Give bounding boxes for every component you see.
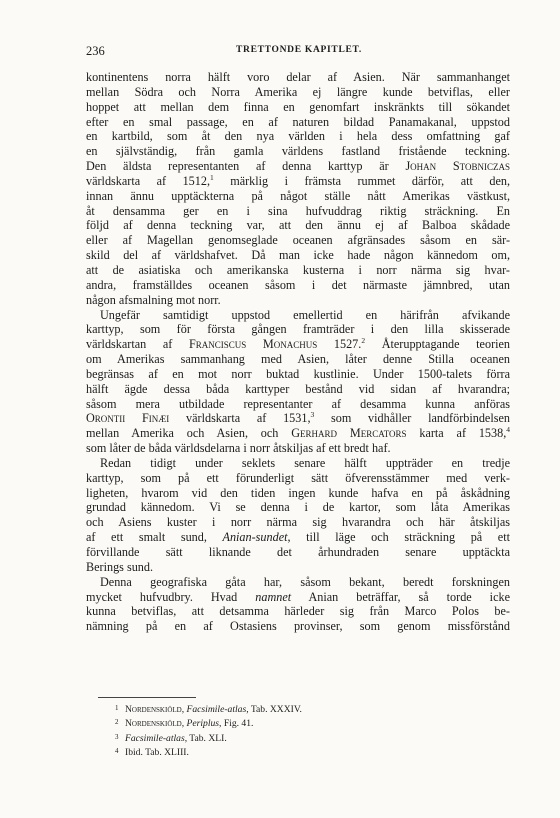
text-segment: världskarta af 1531, <box>169 411 311 426</box>
footnote-ref: 3 <box>310 410 315 420</box>
text-line: kunna betviflas, att detsamma härleder sig från Marco Polos be- <box>86 604 510 619</box>
text-segment: 1527. <box>317 337 362 352</box>
text-segment: världskartan af <box>86 337 173 352</box>
text-line: begränsas af en mot norr buktad kustlinie. Under 1500-talets förra <box>86 366 510 381</box>
footnotes <box>115 702 495 759</box>
text-segment: som vidhåller landförbindelsen <box>314 411 510 426</box>
person-name: Gerhard Mercators <box>291 426 407 441</box>
text-line: skild del af världshafvet. Då man icke hade någon kännedom om, <box>86 248 510 263</box>
text-line: och Asiens kuster i norr närma sig hvarandra och här åtskiljas <box>86 515 510 530</box>
text-segment: af ett smalt sund, <box>86 530 223 545</box>
footnote: 2 Nordenskiöld, Periplus, Fig. 41. <box>115 718 254 730</box>
text-line <box>86 426 510 441</box>
text-line <box>86 530 510 545</box>
person-name: Franciscus Monachus <box>188 337 318 352</box>
person-name: Orontii Finæi <box>86 411 170 426</box>
text-line: en kartbild, som åt den nya världen i hela dess omfattning gaf <box>86 129 510 144</box>
paragraph-1 <box>86 70 510 308</box>
emphasis: Anian-sundet <box>222 530 288 545</box>
footnote-ref: 4 <box>506 425 510 435</box>
text-line: grundad kännedom. Vi se denna i de kartor, som låta Amerikas <box>86 500 510 515</box>
paragraph-2 <box>86 308 510 456</box>
footnote-ref-text: Ibid. Tab. XLIII. <box>125 746 189 758</box>
text-segment: mycket hufvudbry. Hvad <box>86 589 256 604</box>
footnote <box>115 731 495 745</box>
text-line: Redan tidigt under seklets senare hälft uppträder en tredje <box>100 455 510 470</box>
footnote-ref: 2 <box>361 336 366 346</box>
text-line: kontinentens norra hälft voro delar af Asien. När sammanhanget <box>86 70 510 84</box>
text-line: nämning på en af Ostasiens provinser, som genom missförstånd <box>86 619 510 634</box>
person-name: Johan Stobniczas <box>405 159 511 174</box>
text-line: ligheten, hvarom vid den tiden ingen kunde hafva en på åskådning <box>86 485 510 500</box>
text-line: hoppet att mellan dem finna en genomfart inskränkts till sökandet <box>86 99 510 114</box>
footnote: 1 Nordenskiöld, Facsimile-atlas, Tab. XXXIV. <box>115 704 302 715</box>
text-line: att de asiatiska och amerikanska kusterna i norr närma sig hvar- <box>86 262 510 277</box>
text-line: förvillande sätt liknande det århundraden senare upptäckta <box>86 545 510 559</box>
footnote-title: Facsimile-atlas <box>125 732 185 744</box>
text-line: Berings sund. <box>86 559 154 574</box>
footnote-mark: 4 <box>115 746 119 755</box>
footnote <box>115 745 495 759</box>
text-line: innan ännu upptäckterna på något ställe nått Amerikas västkust, <box>86 188 510 203</box>
text-segment: , till läge och sträckning på ett <box>287 530 510 545</box>
text-line: såsom mera utbildade representanter af desamma kunna anföras <box>86 396 510 411</box>
text-line: andra, framställdes oceanen såsom i det närmaste jämnbred, utan <box>86 277 510 292</box>
footnote-divider <box>98 697 196 698</box>
footnote-author: Nordenskiöld <box>125 704 182 715</box>
body-text <box>86 70 510 634</box>
footnote-mark: 2 <box>115 718 119 727</box>
text-line: följd af denna teckning var, att den ännu ej af Balboa skådade <box>86 218 510 233</box>
text-line: efter en smal passage, en af naturen bildad Panamakanal, uppstod <box>86 114 510 129</box>
footnote-ref: 1 <box>210 172 214 182</box>
text-line: om Amerikas sammanhang med Asien, låter denne Stilla oceanen <box>86 352 510 367</box>
text-line <box>86 159 510 174</box>
paragraph-3 <box>86 456 510 575</box>
text-line: hälft ägde dessa båda karttyper bestånd vid sidan af hvarandra; <box>86 381 510 396</box>
footnote-author: Nordenskiöld <box>125 718 182 730</box>
text-segment: Den äldsta representanten af denna karttyp är <box>86 159 389 174</box>
footnote-mark: 3 <box>115 732 119 741</box>
text-line: karttyp, som på ett förunderligt sätt öfverensstämmer med verk- <box>86 470 510 485</box>
text-line: mellan Södra och Norra Amerika ej längre kunde betviflas, eller <box>86 84 510 99</box>
footnote-title: Facsimile-atlas <box>186 704 247 715</box>
running-title: TRETTONDE KAPITLET. <box>236 45 362 55</box>
text-line: åt densamma ger en i sina hufvuddrag riktig sträckning. En <box>86 203 510 218</box>
text-line <box>86 174 510 189</box>
text-line <box>86 590 510 605</box>
text-line: någon afsmalning mot norr. <box>86 292 221 307</box>
text-line <box>86 337 510 352</box>
text-segment: världskarta af 1512, <box>86 173 210 188</box>
footnote-ref-text: , Tab. XLI. <box>184 732 227 744</box>
text-line: Denna geografiska gåta har, såsom bekant, beredt forskningen <box>100 574 510 589</box>
footnote-ref-text: , Tab. XXXIV. <box>246 704 302 715</box>
footnote-title: Periplus <box>186 718 220 730</box>
footnote-mark: 1 <box>115 704 119 712</box>
text-line: karttyp, som för första gången framträder i den lilla skisserade <box>86 322 510 337</box>
text-line: en självständig, från gamla världens fastland fristående teckning. <box>86 144 510 159</box>
emphasis: namnet <box>255 589 292 604</box>
footnote-ref-text: , Fig. 41. <box>219 718 254 730</box>
text-segment: karta af 1538, <box>406 426 507 441</box>
text-line: Ungefär samtidigt uppstod emellertid en härifrån afvikande <box>100 307 510 322</box>
text-segment: märklig i främsta rummet därför, att den, <box>213 173 510 188</box>
paragraph-4 <box>86 575 510 634</box>
text-line <box>86 411 510 426</box>
text-line: eller af Magellan genomseglade oceanen afgränsades såsom en sär- <box>86 233 510 248</box>
text-segment: mellan Amerika och Asien, och <box>86 426 292 441</box>
text-segment: Återupptagande teorien <box>365 337 511 352</box>
text-segment: Anian beträffar, så torde icke <box>291 589 510 604</box>
page-number: 236 <box>86 44 105 58</box>
text-line: som låter de båda världsdelarna i norr åtskiljas af ett bredt haf. <box>86 441 391 456</box>
page-header <box>86 44 510 60</box>
